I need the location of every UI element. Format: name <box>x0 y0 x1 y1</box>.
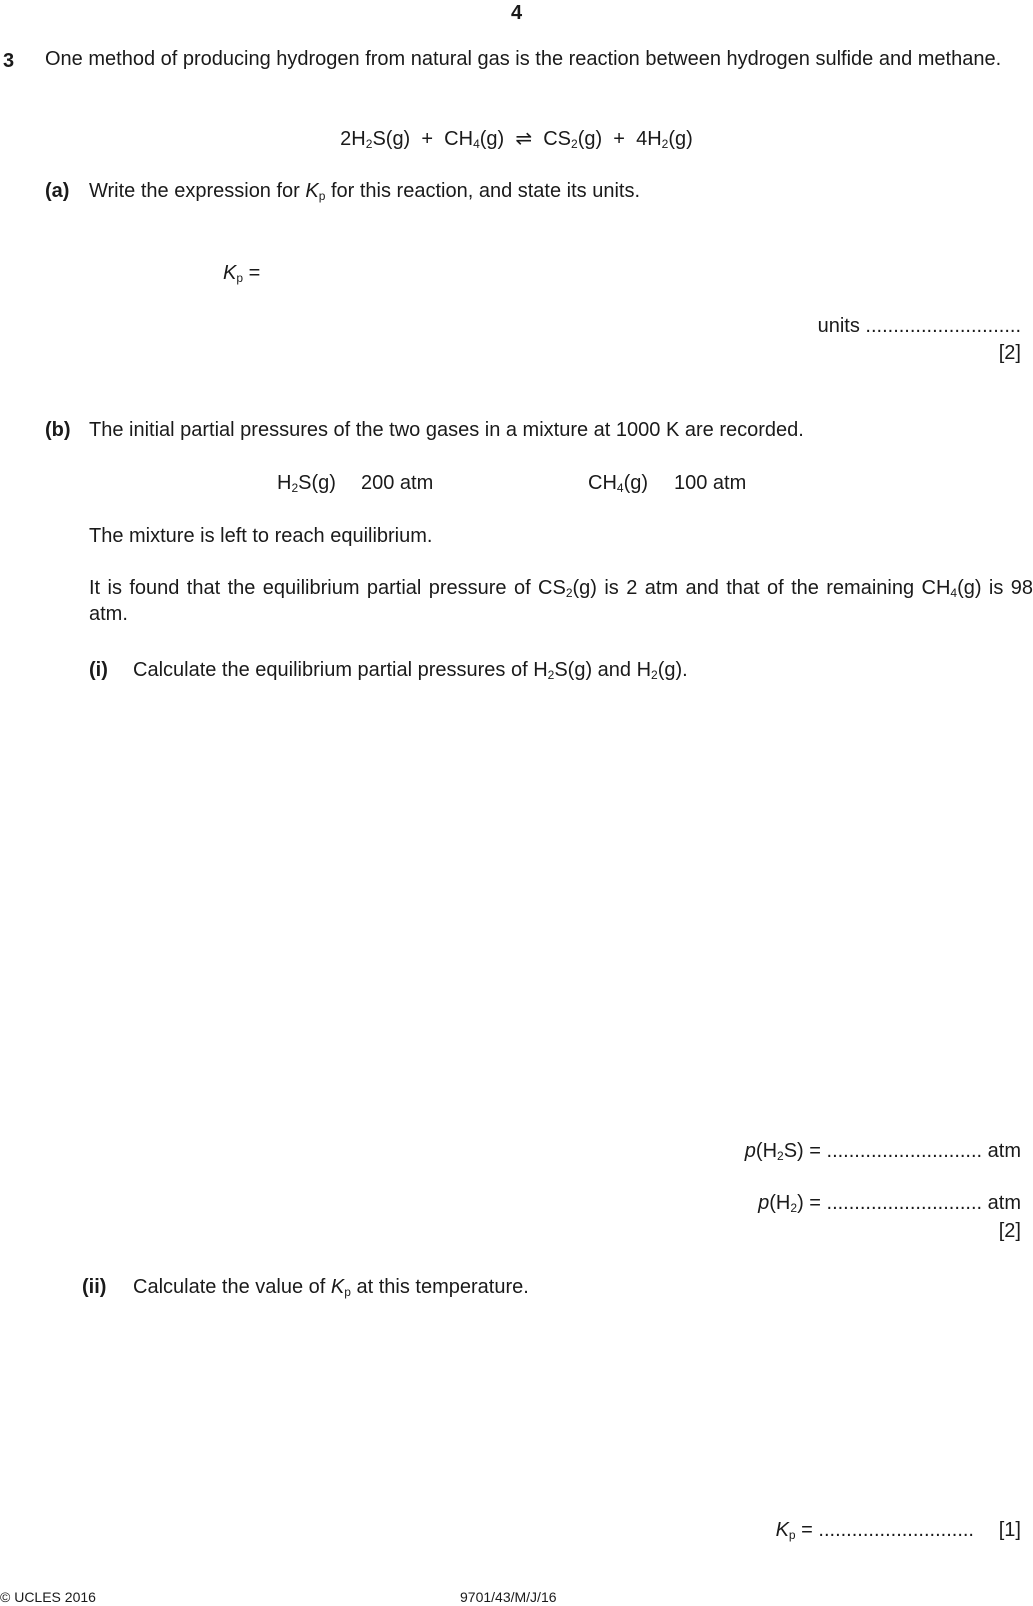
equilibrium-arrow-icon: ⇌ <box>515 128 533 150</box>
kp-expression-prompt: $K_p$ = <box>223 262 261 285</box>
part-b-i-text: Calculate the equilibrium partial pressures of $H_2S(g)$ and $H_2(g)$. <box>133 659 688 682</box>
gas-h2s-value: 200 atm <box>361 472 434 494</box>
part-b-intro: The initial partial pressures of the two gases in a mixture at 1000 K are recorded. <box>89 419 804 441</box>
equilibrium-text: The mixture is left to reach equilibrium. <box>89 525 433 547</box>
reaction-equation: $2H_2S(g) + CH_4(g)$ ⇌ $CS_2(g) + 4H_2(g)$ <box>340 128 693 151</box>
part-b-ii-label: (ii) <box>82 1276 107 1298</box>
part-b-i-label: (i) <box>89 659 108 681</box>
gas-ch4-value: 100 atm <box>674 472 747 494</box>
part-b-ii-marks: [1] <box>998 1519 1021 1541</box>
part-b-ii-text: Calculate the value of $K_p$ at this temperature. <box>133 1276 529 1299</box>
p-h2s-answer-line[interactable]: $p(H_2S)$ = ............................ atm <box>744 1140 1021 1163</box>
part-b-i-marks: [2] <box>998 1220 1021 1242</box>
footer-copyright: © UCLES 2016 <box>0 1589 96 1605</box>
part-a-text: Write the expression for $K_p$ for this reaction, and state its units. <box>89 180 641 203</box>
kp-answer-line[interactable]: $K_p$ = ............................ <box>775 1519 974 1542</box>
footer-code: 9701/43/M/J/16 <box>460 1589 557 1605</box>
gas-ch4-initial: $CH_4(g)$ <box>588 472 649 495</box>
p-h2-answer-line[interactable]: $p(H_2)$ = ............................ atm <box>758 1192 1021 1215</box>
part-a-marks: [2] <box>998 342 1021 364</box>
page-number: 4 <box>510 2 523 24</box>
question-number: 3 <box>3 50 15 72</box>
gas-h2s-initial: $H_2S(g)$ <box>277 472 336 495</box>
part-a-label: (a) <box>45 180 70 202</box>
question-intro: One method of producing hydrogen from natural gas is the reaction between hydrogen sulfide and methane. <box>45 48 1002 70</box>
part-b-label: (b) <box>45 419 71 441</box>
units-answer-line[interactable]: units ............................ <box>817 315 1021 337</box>
equilibrium-findings: It is found that the equilibrium partial pressure of $CS_2(g)$ is 2 atm and that of the remaining $CH_4(g)$ is 98 atm. <box>89 577 1033 625</box>
